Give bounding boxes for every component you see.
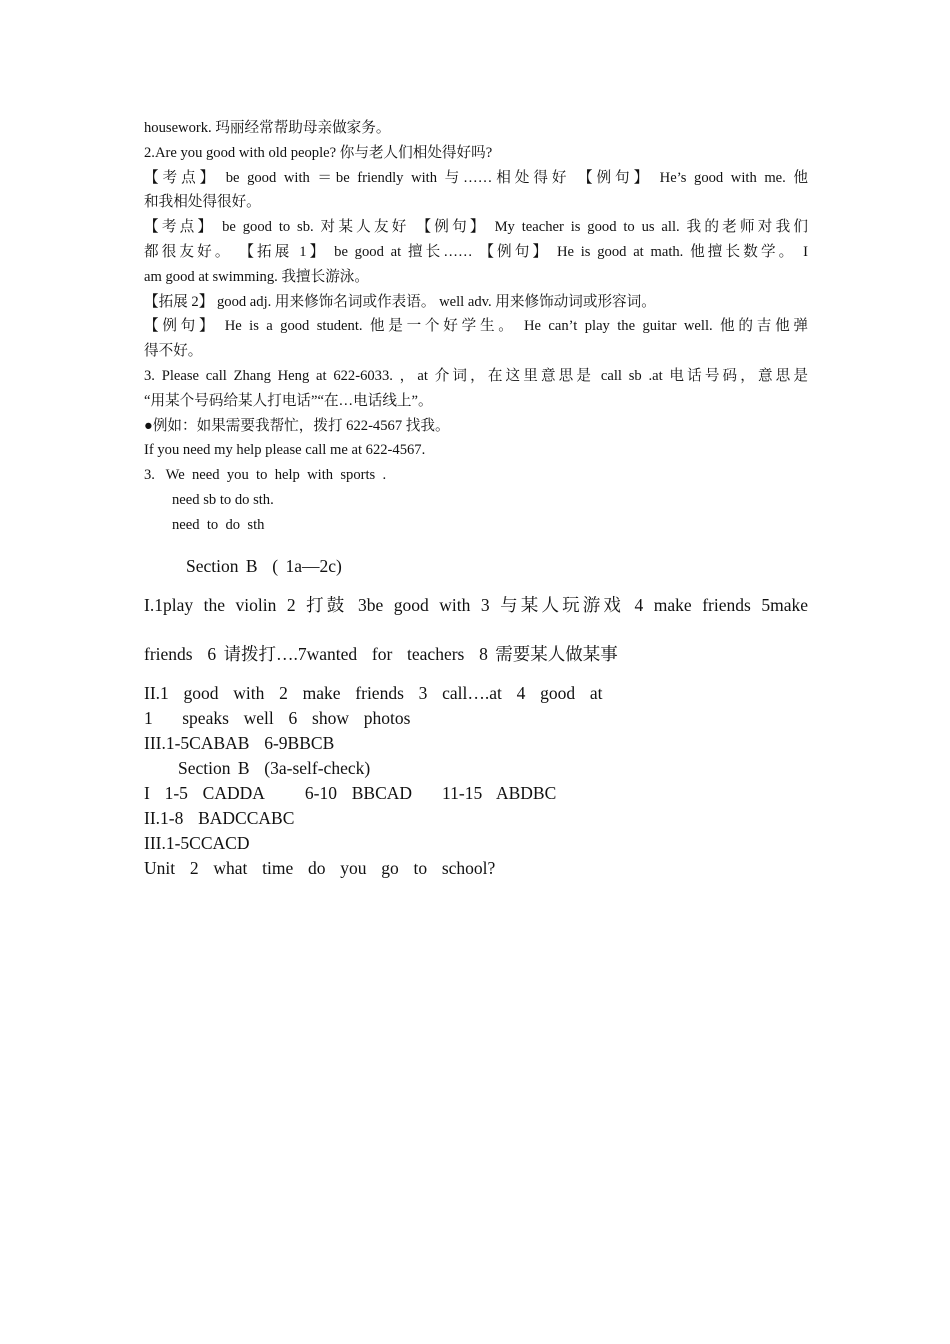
note-line: If you need my help please call me at 622-4567. xyxy=(144,442,426,459)
note-line: 和我相处得很好。 xyxy=(144,194,261,211)
section-heading: Section B (3a-self-check) xyxy=(178,757,371,778)
note-line: 【拓展 2】 good adj. 用来修饰名词或作表语。 well adv. 用来修饰动词或形容词。 xyxy=(144,293,656,310)
answer-part: I 1-5 CADDA xyxy=(144,782,265,803)
answer-line: I.1play the violin 2 打鼓 3be good with 3 与某人玩游戏 4 make friends 5make xyxy=(144,594,808,615)
answer-part: 6-10 BBCAD xyxy=(304,782,413,803)
note-line: “用某个号码给某人打电话”“在…电话线上”。 xyxy=(144,392,433,409)
answer-line: III.1-5CCACD xyxy=(144,832,250,853)
document-page xyxy=(144,116,808,881)
note-line: am good at swimming. 我擅长游泳。 xyxy=(144,268,369,285)
note-line: need sb to do sth. xyxy=(172,491,274,508)
answer-line xyxy=(144,781,808,806)
note-line: 【例句】 He is a good student. 他是一个好学生。 He can’t play the guitar well. 他的吉他弹 xyxy=(144,318,808,335)
note-line: 【考点】 be good with ＝be friendly with 与……相处得好 【例句】 He’s good with me. 他 xyxy=(144,169,808,186)
answer-line: 1 speaks well 6 show photos xyxy=(144,707,411,728)
answer-line: II.1-8 BADCCABC xyxy=(144,807,295,828)
answer-part: 11-15 ABDBC xyxy=(442,782,557,803)
note-line: 都很友好。 【拓展 1】 be good at 擅长…… 【例句】 He is good at math. 他擅长数学。 I xyxy=(144,243,808,260)
note-line: 得不好。 xyxy=(144,343,203,360)
section-heading: Section B ( 1a—2c) xyxy=(186,555,342,576)
unit-title: Unit 2 what time do you go to school? xyxy=(144,857,496,878)
note-line: housework. 玛丽经常帮助母亲做家务。 xyxy=(144,120,391,136)
answer-line: III.1-5CABAB 6-9BBCB xyxy=(144,732,335,753)
note-line: 3. We need you to help with sports . xyxy=(144,467,387,484)
note-line: 3. Please call Zhang Heng at 622-6033. ，at 介词，在这里意思是 call sb .at 电话号码，意思是 xyxy=(144,367,808,384)
answer-line: friends 6 请拨打….7wanted for teachers 8 需要某人做某事 xyxy=(144,643,618,664)
note-line: 【考点】 be good to sb. 对某人友好 【例句】 My teacher is good to us all. 我的老师对我们 xyxy=(144,219,808,236)
note-line: need to do sth xyxy=(172,516,265,533)
note-line: ●例如：如果需要我帮忙，拨打 622-4567 找我。 xyxy=(144,417,450,434)
note-line: 2.Are you good with old people? 你与老人们相处得好吗? xyxy=(144,144,493,161)
answer-line: II.1 good with 2 make friends 3 call….at 4 good at xyxy=(144,682,603,703)
